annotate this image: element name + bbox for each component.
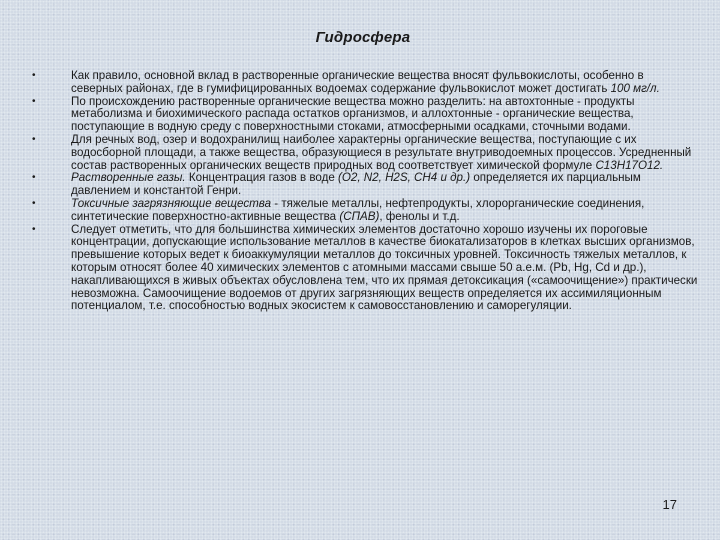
bullet-text-2-a: По происхождению растворенные органические вещества можно разделить: на автохтонные - продукты метаболизма и биохимического распада остатков организмов, и аллохтонные - органические вещества, поступающие в водную среду с поверхностными стоками, атмосферными осадками, сточными водами. [71, 94, 635, 134]
bullet-text-1-a: Как правило, основной вклад в растворенные органические вещества вносят фульвокислоты, особенно в северных районах, где в гумифицированных водоемах содержание фульвокислот может достигать [71, 69, 644, 95]
bullet-text-3-a: Для речных вод, озер и водохранилищ наиболее характерны органические вещества, поступающие с их водосборной площади, а также вещества, образующиеся в результате внутриводоемных процессов. Усредненный состав растворенных органических веществ природных вод соответствует химической формуле [71, 132, 692, 172]
bullet-dot-icon: • [32, 172, 36, 184]
bullet-text-1-b: 100 мг/л. [610, 81, 660, 95]
bullet-dot-icon: • [32, 95, 36, 107]
bullet-text-3-b: С13Н17О12. [595, 158, 664, 172]
bullet-text-4-c: (О2, N2, H2S, СН4 и др.) [338, 171, 471, 185]
bullet-item-1 [32, 70, 698, 96]
bullet-text-4-d: определяется их парциальным давлением и константой Генри. [71, 171, 641, 198]
page-number: 17 [662, 497, 677, 512]
bullet-item-6 [32, 224, 698, 314]
bullet-text-4-b: Концентрация газов в воде [185, 171, 339, 185]
bullet-dot-icon: • [32, 133, 36, 145]
bullet-text-5-a: Токсичные загрязняющие вещества [71, 196, 272, 210]
bullet-dot-icon: • [32, 223, 36, 235]
slide-title [0, 29, 720, 46]
bullet-text-5-c: (СПАВ) [339, 209, 380, 223]
bullet-item-5 [32, 198, 698, 224]
bullet-list [32, 70, 698, 313]
bullet-item-2 [32, 96, 698, 134]
bullet-dot-icon: • [32, 70, 36, 81]
bullet-text-6-a: Следует отметить, что для большинства химических элементов достаточно хорошо изучены их пороговые концентрации, допускающие использование металлов в качестве биокатализаторов в клетках высших организмов, превышение которых ведет к биоаккумуляции металлов до токсичных уровней. Токсичность тяжелых металлов, к которым относят более 40 химических элементов с атомными массами свыше 50 а.е.м. (Рb, Hg, Cd и др.), накапливающихся в живых объектах обусловлена тем, что их прямая детоксикация («самоочищение») практически невозможна. Самоочищение водоемов от других загрязняющих веществ определяется их ассимиляционным потенциалом, т.е. способностью водных экосистем к самовосстановлению и саморегуляции. [71, 222, 698, 313]
bullet-dot-icon: • [32, 197, 36, 209]
slide-title-text: Гидросфера [315, 29, 411, 46]
bullet-text-5-d: , фенолы и т.д. [379, 209, 460, 223]
bullet-item-4 [32, 172, 698, 198]
bullet-text-4-a: Растворенные газы. [71, 171, 186, 185]
bullet-item-3 [32, 134, 698, 172]
bullet-text-5-b: - тяжелые металлы, нефтепродукты, хлорорганические соединения, синтетические поверхностно-активные вещества [71, 196, 645, 223]
